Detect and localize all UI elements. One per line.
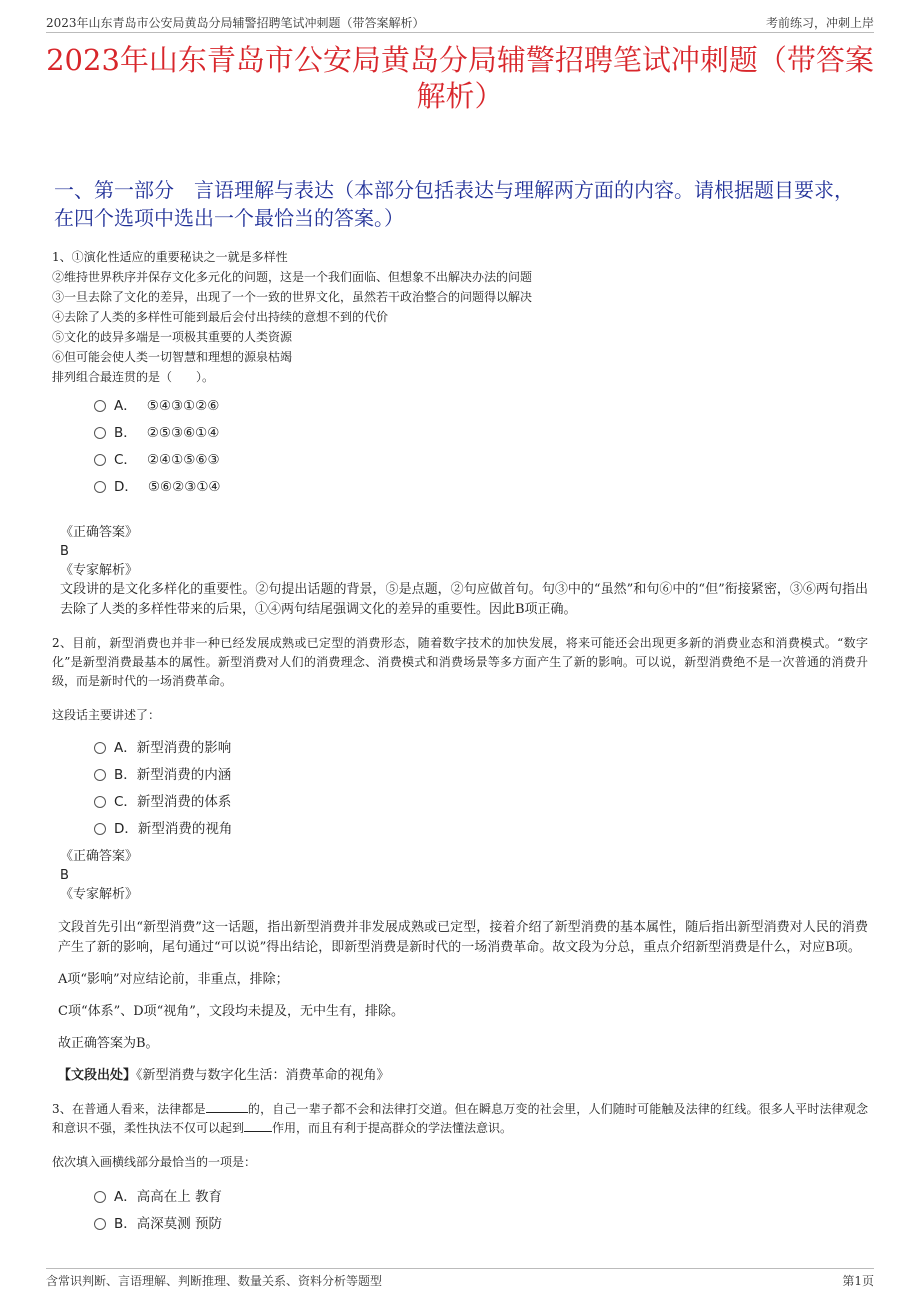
- answer-label: 《正确答案》: [60, 525, 139, 540]
- question-1-answer: [52, 523, 868, 580]
- question-2-prompt: 这段话主要讲述了：: [52, 708, 161, 722]
- question-1-line: 1、①演化性适应的重要秘诀之一就是多样性: [52, 250, 288, 264]
- page-number: 第1页: [842, 1274, 874, 1288]
- question-1-option-d[interactable]: [94, 474, 868, 501]
- radio-icon[interactable]: [94, 1218, 106, 1230]
- question-1-line: ②维持世界秩序并保存文化多元化的问题，这是一个我们面临、但想象不出解决办法的问题: [52, 270, 533, 284]
- question-3-stem-part: 的，自己一辈子都不会和法律打交道。但在瞬息万变的社会里，人们随时可能触及法律的红线。很多人平时法律观念和意识不强，柔性执法不仅可以起到: [52, 1102, 868, 1135]
- question-3-option-a[interactable]: [94, 1184, 868, 1211]
- radio-icon[interactable]: [94, 481, 106, 493]
- document-content: [52, 247, 868, 1238]
- source-tag: 【文段出处】: [58, 1068, 137, 1083]
- header-doc-title: 2023年山东青岛市公安局黄岛分局辅警招聘笔试冲刺题（带答案解析）: [46, 16, 425, 30]
- question-1-option-a[interactable]: [94, 393, 868, 420]
- source-text: 《新型消费与数字化生活：消费革命的视角》: [136, 1068, 390, 1083]
- question-1-line: ⑥但可能会使人类一切智慧和理想的源泉枯竭: [52, 350, 293, 364]
- option-letter: A．: [114, 740, 137, 756]
- option-text: 新型消费的内涵: [136, 767, 232, 783]
- question-3-stem-part: 3、在普通人看来，法律都是: [52, 1102, 206, 1116]
- option-text: ⑤④③①②⑥: [146, 398, 220, 414]
- question-2-answer: [52, 847, 868, 904]
- question-3-option-b[interactable]: [94, 1211, 868, 1238]
- question-1-option-c[interactable]: [94, 447, 868, 474]
- answer-label: 《正确答案》: [60, 849, 139, 864]
- analysis-label: 《专家解析》: [60, 563, 139, 578]
- question-1-options: [52, 393, 868, 501]
- option-text: 高高在上 教育: [136, 1189, 223, 1205]
- question-2-source: [52, 1066, 868, 1086]
- option-letter: B．: [114, 1216, 137, 1232]
- option-letter: D．: [114, 821, 138, 837]
- fill-blank[interactable]: [206, 1100, 248, 1113]
- answer-value: B: [60, 868, 69, 883]
- question-2-stem: 2、目前，新型消费也并非一种已经发展成熟或已定型的消费形态，随着数字技术的加快发展，将来可能还会出现更多新的消费业态和消费模式。“数字化”是新型消费最基本的属性。新型消费对人们的消费理念、消费模式和消费场景等多方面产生了新的影响。可以说，新型消费绝不是一次普通的消费升级，而是新时代的一场消费革命。: [52, 636, 868, 688]
- radio-icon[interactable]: [94, 769, 106, 781]
- question-2-options: [52, 735, 868, 843]
- radio-icon[interactable]: [94, 796, 106, 808]
- question-3-options: [52, 1184, 868, 1238]
- option-text: ⑤⑥②③①④: [147, 479, 221, 495]
- question-3-stem-part: 作用，而且有利于提高群众的学法懂法意识。: [272, 1121, 513, 1135]
- analysis-label: 《专家解析》: [60, 887, 139, 902]
- radio-icon[interactable]: [94, 823, 106, 835]
- question-2-option-d[interactable]: [94, 816, 868, 843]
- option-letter: A．: [114, 398, 137, 414]
- answer-value: B: [60, 544, 69, 559]
- question-3-stem: [52, 1100, 868, 1138]
- option-text: ②④①⑤⑥③: [146, 452, 220, 468]
- question-1-stem: [52, 247, 868, 387]
- footer-note: 含常识判断、言语理解、判断推理、数量关系、资料分析等题型: [46, 1274, 383, 1288]
- header-slogan: 考前练习，冲刺上岸: [765, 16, 874, 30]
- question-2-option-a[interactable]: [94, 735, 868, 762]
- radio-icon[interactable]: [94, 400, 106, 412]
- page-title: 2023年山东青岛市公安局黄岛分局辅警招聘笔试冲刺题（带答案解析）: [46, 43, 874, 113]
- option-letter: A．: [114, 1189, 137, 1205]
- option-text: 新型消费的影响: [136, 740, 232, 756]
- option-text: 新型消费的体系: [136, 794, 232, 810]
- option-letter: C．: [114, 452, 137, 468]
- question-1-line: ③一旦去除了文化的差异，出现了一个一致的世界文化，虽然若干政治整合的问题得以解决: [52, 290, 533, 304]
- running-header: [46, 12, 874, 33]
- question-1-line: 排列组合最连贯的是（ ）。: [52, 370, 215, 384]
- question-2-option-b[interactable]: [94, 762, 868, 789]
- question-2-analysis-paragraph: 故正确答案为B。: [58, 1036, 159, 1051]
- question-1-line: ⑤文化的歧异多端是一项极其重要的人类资源: [52, 330, 293, 344]
- radio-icon[interactable]: [94, 1191, 106, 1203]
- option-text: ②⑤③⑥①④: [146, 425, 220, 441]
- running-footer: [46, 1268, 874, 1289]
- question-1-line: ④去除了人类的多样性可能到最后会付出持续的意想不到的代价: [52, 310, 389, 324]
- radio-icon[interactable]: [94, 427, 106, 439]
- radio-icon[interactable]: [94, 742, 106, 754]
- option-letter: B．: [114, 767, 137, 783]
- fill-blank[interactable]: [244, 1119, 272, 1132]
- question-2-analysis-paragraph: A项“影响”对应结论前，非重点，排除；: [58, 972, 289, 987]
- question-2-analysis-paragraph: C项“体系”、D项“视角”，文段均未提及，无中生有，排除。: [58, 1004, 404, 1019]
- option-letter: C．: [114, 794, 137, 810]
- question-1-option-b[interactable]: [94, 420, 868, 447]
- section-heading: 一、第一部分 言语理解与表达（本部分包括表达与理解两方面的内容。请根据题目要求，在四个选项中选出一个最恰当的答案。）: [54, 178, 854, 230]
- question-2-option-c[interactable]: [94, 789, 868, 816]
- option-text: 高深莫测 预防: [136, 1216, 223, 1232]
- radio-icon[interactable]: [94, 454, 106, 466]
- option-letter: D．: [114, 479, 138, 495]
- question-2-analysis-paragraph: 文段首先引出“新型消费”这一话题，指出新型消费并非发展成熟或已定型，接着介绍了新型消费的基本属性，随后指出新型消费对人民的消费产生了新的影响，尾句通过“可以说”得出结论，即新型消费是新时代的一场消费革命。故文段为分总，重点介绍新型消费是什么，对应B项。: [58, 920, 868, 955]
- question-1-analysis: 文段讲的是文化多样化的重要性。②句提出话题的背景，⑤是点题，②句应做首句。句③中的“虽然”和句⑥中的“但”衔接紧密，③⑥两句指出去除了人类的多样性带来的后果，①④两句结尾强调文化的差异的重要性。因此B项正确。: [60, 582, 868, 617]
- question-3-prompt: 依次填入画横线部分最恰当的一项是：: [52, 1155, 257, 1169]
- option-text: 新型消费的视角: [137, 821, 233, 837]
- option-letter: B．: [114, 425, 137, 441]
